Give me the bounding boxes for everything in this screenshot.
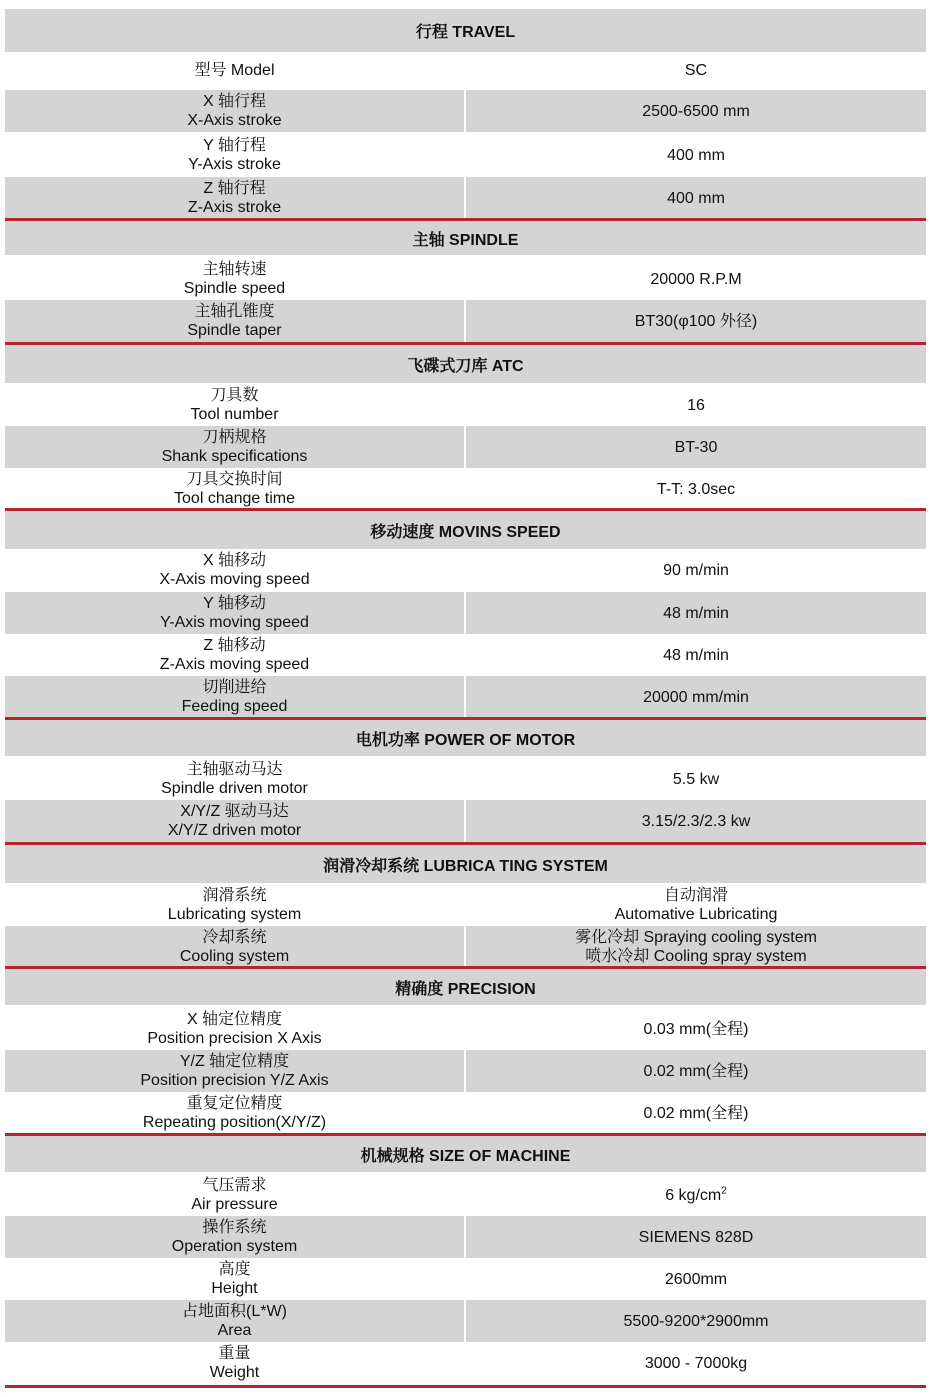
spec-label-line: Tool change time bbox=[174, 490, 295, 507]
spec-value-line: 3.15/2.3/2.3 kw bbox=[641, 812, 751, 830]
spec-value-line: 3000 - 7000kg bbox=[644, 1354, 748, 1372]
section-header-movins-speed: 移动速度 MOVINS SPEED bbox=[5, 511, 926, 549]
spec-row bbox=[5, 300, 926, 342]
spec-label-cell bbox=[5, 1342, 464, 1384]
spec-value-line: 喷水冷却 Cooling spray system bbox=[585, 948, 807, 965]
spec-label-text bbox=[186, 760, 282, 779]
spec-row bbox=[5, 177, 926, 219]
spec-label-text bbox=[160, 655, 309, 674]
spec-label-cell bbox=[5, 1300, 464, 1342]
spec-label-line: 重复定位精度 bbox=[186, 1095, 283, 1112]
spec-value-text bbox=[675, 438, 718, 457]
section-header-travel: 行程 TRAVEL bbox=[5, 9, 926, 52]
spec-label-text bbox=[210, 1363, 260, 1382]
spec-label-text bbox=[180, 947, 289, 966]
spec-row bbox=[5, 1300, 926, 1342]
spec-value-text bbox=[667, 189, 725, 208]
spec-label-line: 刀具数 bbox=[210, 387, 259, 404]
spec-label-cell bbox=[5, 800, 464, 842]
spec-label-line: 操作系统 bbox=[202, 1219, 267, 1236]
spec-value-cell bbox=[466, 800, 926, 842]
spec-value-text bbox=[657, 480, 735, 499]
spec-value-line: 48 m/min bbox=[663, 646, 729, 664]
spec-value-line: 5.5 kw bbox=[672, 770, 720, 788]
spec-row bbox=[5, 926, 926, 968]
section-header-size-of-machine: 机械规格 SIZE OF MACHINE bbox=[5, 1136, 926, 1172]
spec-row bbox=[5, 634, 926, 676]
spec-label-line: Z 轴移动 bbox=[203, 637, 266, 654]
spec-label-line: Lubricating system bbox=[167, 906, 302, 923]
spec-label-text bbox=[188, 155, 281, 174]
spec-value-line: 20000 R.P.M bbox=[650, 270, 742, 288]
spec-value-text bbox=[685, 61, 707, 80]
section-header-lubrica-ting-system: 润滑冷却系统 LUBRICA TING SYSTEM bbox=[5, 845, 926, 883]
spec-label-text bbox=[172, 1237, 297, 1256]
spec-row bbox=[5, 1216, 926, 1258]
spec-value-line: 48 m/min bbox=[663, 604, 729, 622]
spec-row bbox=[5, 592, 926, 634]
spec-value-text bbox=[624, 1312, 769, 1331]
spec-label-text bbox=[161, 779, 308, 798]
spec-label-line: Y 轴行程 bbox=[203, 137, 266, 154]
spec-row bbox=[5, 258, 926, 300]
spec-label-text bbox=[168, 905, 301, 924]
spec-label-text bbox=[187, 321, 281, 340]
superscript: 2 bbox=[721, 1185, 727, 1197]
spec-label-text bbox=[143, 1113, 326, 1132]
spec-label-text bbox=[180, 1052, 289, 1071]
spec-row bbox=[5, 676, 926, 718]
spec-label-cell bbox=[5, 884, 464, 926]
spec-value-cell bbox=[466, 634, 926, 676]
spec-label-line: Z-Axis stroke bbox=[187, 199, 282, 216]
spec-label-line: Weight bbox=[209, 1364, 260, 1381]
spec-value-text bbox=[644, 1062, 749, 1081]
spec-value-text bbox=[663, 604, 729, 623]
spec-row bbox=[5, 884, 926, 926]
spec-label-text bbox=[186, 1094, 282, 1113]
spec-label-text bbox=[159, 570, 309, 589]
spec-value-text bbox=[664, 886, 728, 905]
spec-label-line: Spindle speed bbox=[183, 280, 286, 297]
spec-label-line: X 轴定位精度 bbox=[186, 1011, 283, 1028]
spec-row bbox=[5, 549, 926, 591]
spec-label-text bbox=[174, 489, 295, 508]
spec-row bbox=[5, 1092, 926, 1134]
spec-value-cell bbox=[466, 426, 926, 468]
spec-value-cell bbox=[466, 1342, 926, 1384]
spec-label-line: Repeating position(X/Y/Z) bbox=[142, 1114, 327, 1131]
spec-label-text bbox=[203, 551, 266, 570]
spec-value-text bbox=[663, 646, 729, 665]
spec-label-line: Y-Axis moving speed bbox=[160, 614, 309, 631]
spec-label-text bbox=[160, 613, 309, 632]
spec-label-cell bbox=[5, 1092, 464, 1134]
spec-label-cell bbox=[5, 758, 464, 800]
spec-row bbox=[5, 134, 926, 176]
spec-label-text bbox=[202, 1218, 266, 1237]
spec-value-line: 90 m/min bbox=[663, 561, 729, 579]
spec-value-text bbox=[642, 812, 751, 831]
spec-label-line: Cooling system bbox=[179, 948, 290, 965]
spec-label-text bbox=[162, 447, 308, 466]
spec-label-line: Operation system bbox=[171, 1238, 298, 1255]
spec-value-line: 5500-9200*2900mm bbox=[623, 1312, 769, 1330]
spec-label-line: Air pressure bbox=[191, 1196, 278, 1213]
spec-label-line: Area bbox=[217, 1322, 252, 1339]
spec-label-line: Tool number bbox=[190, 406, 279, 423]
spec-label-cell bbox=[5, 300, 464, 342]
spec-label-text bbox=[210, 386, 258, 405]
spec-value-cell bbox=[466, 384, 926, 426]
spec-row bbox=[5, 1174, 926, 1216]
spec-value-line: 20000 mm/min bbox=[643, 688, 749, 706]
spec-value-line: T-T: 3.0sec bbox=[656, 480, 736, 498]
spec-value-text bbox=[673, 770, 719, 789]
spec-label-line: Height bbox=[211, 1280, 258, 1297]
spec-value-line: 0.02 mm(全程) bbox=[643, 1104, 749, 1122]
spec-value-text bbox=[665, 1270, 727, 1289]
spec-value-cell bbox=[466, 1258, 926, 1300]
spec-value-cell bbox=[466, 549, 926, 591]
spec-row bbox=[5, 426, 926, 468]
spec-label-line: 冷却系统 bbox=[202, 929, 267, 946]
spec-label-text bbox=[203, 179, 265, 198]
section-header-power-of-motor: 电机功率 POWER OF MOTOR bbox=[5, 720, 926, 756]
spec-label-line: X 轴移动 bbox=[202, 552, 267, 569]
spec-value-line: Automative Lubricating bbox=[614, 906, 778, 923]
spec-label-text bbox=[218, 1344, 250, 1363]
spec-label-line: X 轴行程 bbox=[202, 93, 267, 110]
spec-value-line: 6 kg/cm bbox=[665, 1186, 722, 1204]
spec-label-cell bbox=[5, 258, 464, 300]
spec-value-cell bbox=[466, 1174, 926, 1216]
spec-row bbox=[5, 800, 926, 842]
spec-value-text bbox=[667, 146, 725, 165]
spec-label-text bbox=[202, 1176, 266, 1195]
spec-label-text bbox=[194, 302, 274, 321]
spec-value-text bbox=[644, 1020, 749, 1039]
spec-value-line: SIEMENS 828D bbox=[638, 1228, 754, 1246]
spec-label-line: 润滑系统 bbox=[202, 887, 267, 904]
spec-value-cell bbox=[466, 1092, 926, 1134]
spec-row bbox=[5, 90, 926, 132]
spec-label-cell bbox=[5, 592, 464, 634]
spec-value-text bbox=[645, 1354, 747, 1373]
spec-label-text bbox=[187, 1010, 282, 1029]
spec-label-text bbox=[184, 279, 285, 298]
spec-label-cell bbox=[5, 1216, 464, 1258]
spec-label-line: 主轴孔锥度 bbox=[194, 303, 275, 320]
spec-label-text bbox=[202, 678, 266, 697]
spec-value-cell bbox=[466, 258, 926, 300]
spec-value-cell bbox=[466, 1050, 926, 1092]
spec-label-line: 切削进给 bbox=[202, 679, 267, 696]
spec-label-cell bbox=[5, 177, 464, 219]
spec-label-text bbox=[191, 1195, 277, 1214]
spec-value-line: 0.03 mm(全程) bbox=[643, 1020, 749, 1038]
spec-label-line: 占地面积(L*W) bbox=[182, 1303, 287, 1320]
spec-label-line: Y 轴移动 bbox=[203, 595, 266, 612]
spec-value-text bbox=[615, 905, 778, 924]
spec-value-line: 16 bbox=[687, 396, 705, 414]
spec-value-cell bbox=[466, 53, 926, 88]
spec-value-cell bbox=[466, 1216, 926, 1258]
spec-label-line: 主轴驱动马达 bbox=[186, 761, 283, 778]
spec-label-text bbox=[218, 1321, 252, 1340]
spec-label-line: X-Axis stroke bbox=[187, 112, 282, 129]
spec-label-text bbox=[168, 821, 301, 840]
spec-value-text bbox=[650, 270, 741, 289]
spec-label-text bbox=[202, 428, 266, 447]
spec-label-line: Z-Axis moving speed bbox=[159, 656, 310, 673]
section-header-precision: 精确度 PRECISION bbox=[5, 969, 926, 1005]
spec-value-cell bbox=[466, 1300, 926, 1342]
spec-label-text bbox=[194, 61, 274, 80]
spec-label-cell bbox=[5, 926, 464, 968]
spec-row bbox=[5, 384, 926, 426]
spec-label-cell bbox=[5, 384, 464, 426]
spec-value-cell bbox=[466, 758, 926, 800]
spec-label-line: Spindle driven motor bbox=[161, 780, 308, 797]
spec-label-line: 气压需求 bbox=[202, 1177, 267, 1194]
spec-label-text bbox=[202, 886, 266, 905]
spec-label-text bbox=[203, 92, 266, 111]
spec-value-text bbox=[644, 1104, 749, 1123]
spec-value-text bbox=[575, 928, 817, 947]
spec-label-cell bbox=[5, 53, 464, 88]
spec-value-line: 雾化冷却 Spraying cooling system bbox=[575, 929, 817, 946]
spec-value-text bbox=[687, 396, 705, 415]
spec-label-line: X-Axis moving speed bbox=[159, 571, 310, 588]
spec-value-cell bbox=[466, 300, 926, 342]
spec-label-cell bbox=[5, 634, 464, 676]
spec-row bbox=[5, 758, 926, 800]
spec-label-text bbox=[203, 636, 265, 655]
spec-label-line: X/Y/Z driven motor bbox=[167, 822, 302, 839]
spec-label-cell bbox=[5, 90, 464, 132]
spec-label-line: Y/Z 轴定位精度 bbox=[179, 1053, 290, 1070]
spec-value-cell bbox=[466, 676, 926, 718]
section-header-atc: 飞碟式刀库 ATC bbox=[5, 345, 926, 383]
spec-value-line: 400 mm bbox=[667, 189, 725, 207]
spec-label-line: Feeding speed bbox=[181, 698, 288, 715]
spec-label-text bbox=[182, 1302, 287, 1321]
spec-label-line: Spindle taper bbox=[187, 322, 282, 339]
spec-label-cell bbox=[5, 1008, 464, 1050]
spec-label-line: Y-Axis stroke bbox=[188, 156, 281, 173]
spec-label-text bbox=[140, 1071, 328, 1090]
spec-value-line: 2600mm bbox=[664, 1270, 728, 1288]
spec-label-text bbox=[188, 198, 281, 217]
spec-label-text bbox=[202, 260, 266, 279]
spec-label-line: X/Y/Z 驱动马达 bbox=[180, 803, 289, 820]
spec-value-line: BT-30 bbox=[674, 438, 718, 456]
spec-value-text bbox=[665, 1186, 727, 1205]
spec-label-text bbox=[147, 1029, 321, 1048]
spec-label-line: 刀柄规格 bbox=[202, 429, 267, 446]
spec-label-cell bbox=[5, 1258, 464, 1300]
spec-row bbox=[5, 1258, 926, 1300]
spec-label-text bbox=[218, 1260, 250, 1279]
spec-value-text bbox=[639, 1228, 754, 1247]
spec-value-line: SC bbox=[684, 62, 708, 79]
spec-row bbox=[5, 1008, 926, 1050]
spec-label-text bbox=[203, 136, 266, 155]
spec-value-line: 400 mm bbox=[667, 146, 725, 164]
spec-value-cell bbox=[466, 90, 926, 132]
spec-value-line: 2500-6500 mm bbox=[642, 102, 750, 120]
spec-label-line: 高度 bbox=[218, 1261, 251, 1278]
spec-label-line: 重量 bbox=[218, 1345, 251, 1362]
spec-value-line: 0.02 mm(全程) bbox=[643, 1062, 749, 1080]
spec-label-cell bbox=[5, 549, 464, 591]
section-divider bbox=[5, 1385, 926, 1388]
spec-value-cell bbox=[466, 1008, 926, 1050]
spec-label-cell bbox=[5, 1050, 464, 1092]
spec-value-text bbox=[642, 102, 750, 121]
spec-label-text bbox=[187, 111, 281, 130]
spec-value-text bbox=[635, 312, 757, 331]
spec-label-cell bbox=[5, 1174, 464, 1216]
spec-label-line: Z 轴行程 bbox=[203, 180, 266, 197]
spec-label-text bbox=[180, 802, 288, 821]
spec-row bbox=[5, 1050, 926, 1092]
spec-value-text bbox=[585, 947, 806, 966]
spec-label-cell bbox=[5, 676, 464, 718]
spec-row bbox=[5, 53, 926, 88]
spec-value-cell bbox=[466, 177, 926, 219]
spec-label-text bbox=[190, 405, 278, 424]
spec-label-line: 主轴转速 bbox=[202, 261, 267, 278]
spec-label-cell bbox=[5, 468, 464, 510]
spec-label-cell bbox=[5, 426, 464, 468]
spec-label-text bbox=[211, 1279, 257, 1298]
spec-value-text bbox=[643, 688, 749, 707]
spec-label-line: Shank specifications bbox=[161, 448, 308, 465]
spec-value-line: 自动润滑 bbox=[663, 887, 728, 904]
section-header-spindle: 主轴 SPINDLE bbox=[5, 221, 926, 255]
spec-label-line: Position precision X Axis bbox=[147, 1030, 322, 1047]
spec-label-text bbox=[186, 470, 282, 489]
spec-value-cell bbox=[466, 926, 926, 968]
spec-value-cell bbox=[466, 884, 926, 926]
spec-label-line: 型号 Model bbox=[194, 62, 275, 79]
spec-value-cell bbox=[466, 468, 926, 510]
spec-label-text bbox=[202, 928, 266, 947]
spec-label-line: Position precision Y/Z Axis bbox=[140, 1072, 329, 1089]
spec-row bbox=[5, 468, 926, 510]
spec-value-text bbox=[663, 561, 729, 580]
spec-label-text bbox=[203, 594, 266, 613]
spec-label-cell bbox=[5, 134, 464, 176]
spec-value-line: BT30(φ100 外径) bbox=[634, 312, 758, 330]
spec-value-cell bbox=[466, 134, 926, 176]
spec-value-cell bbox=[466, 592, 926, 634]
spec-label-line: 刀具交换时间 bbox=[186, 471, 283, 488]
spec-row bbox=[5, 1342, 926, 1384]
spec-label-text bbox=[182, 697, 288, 716]
